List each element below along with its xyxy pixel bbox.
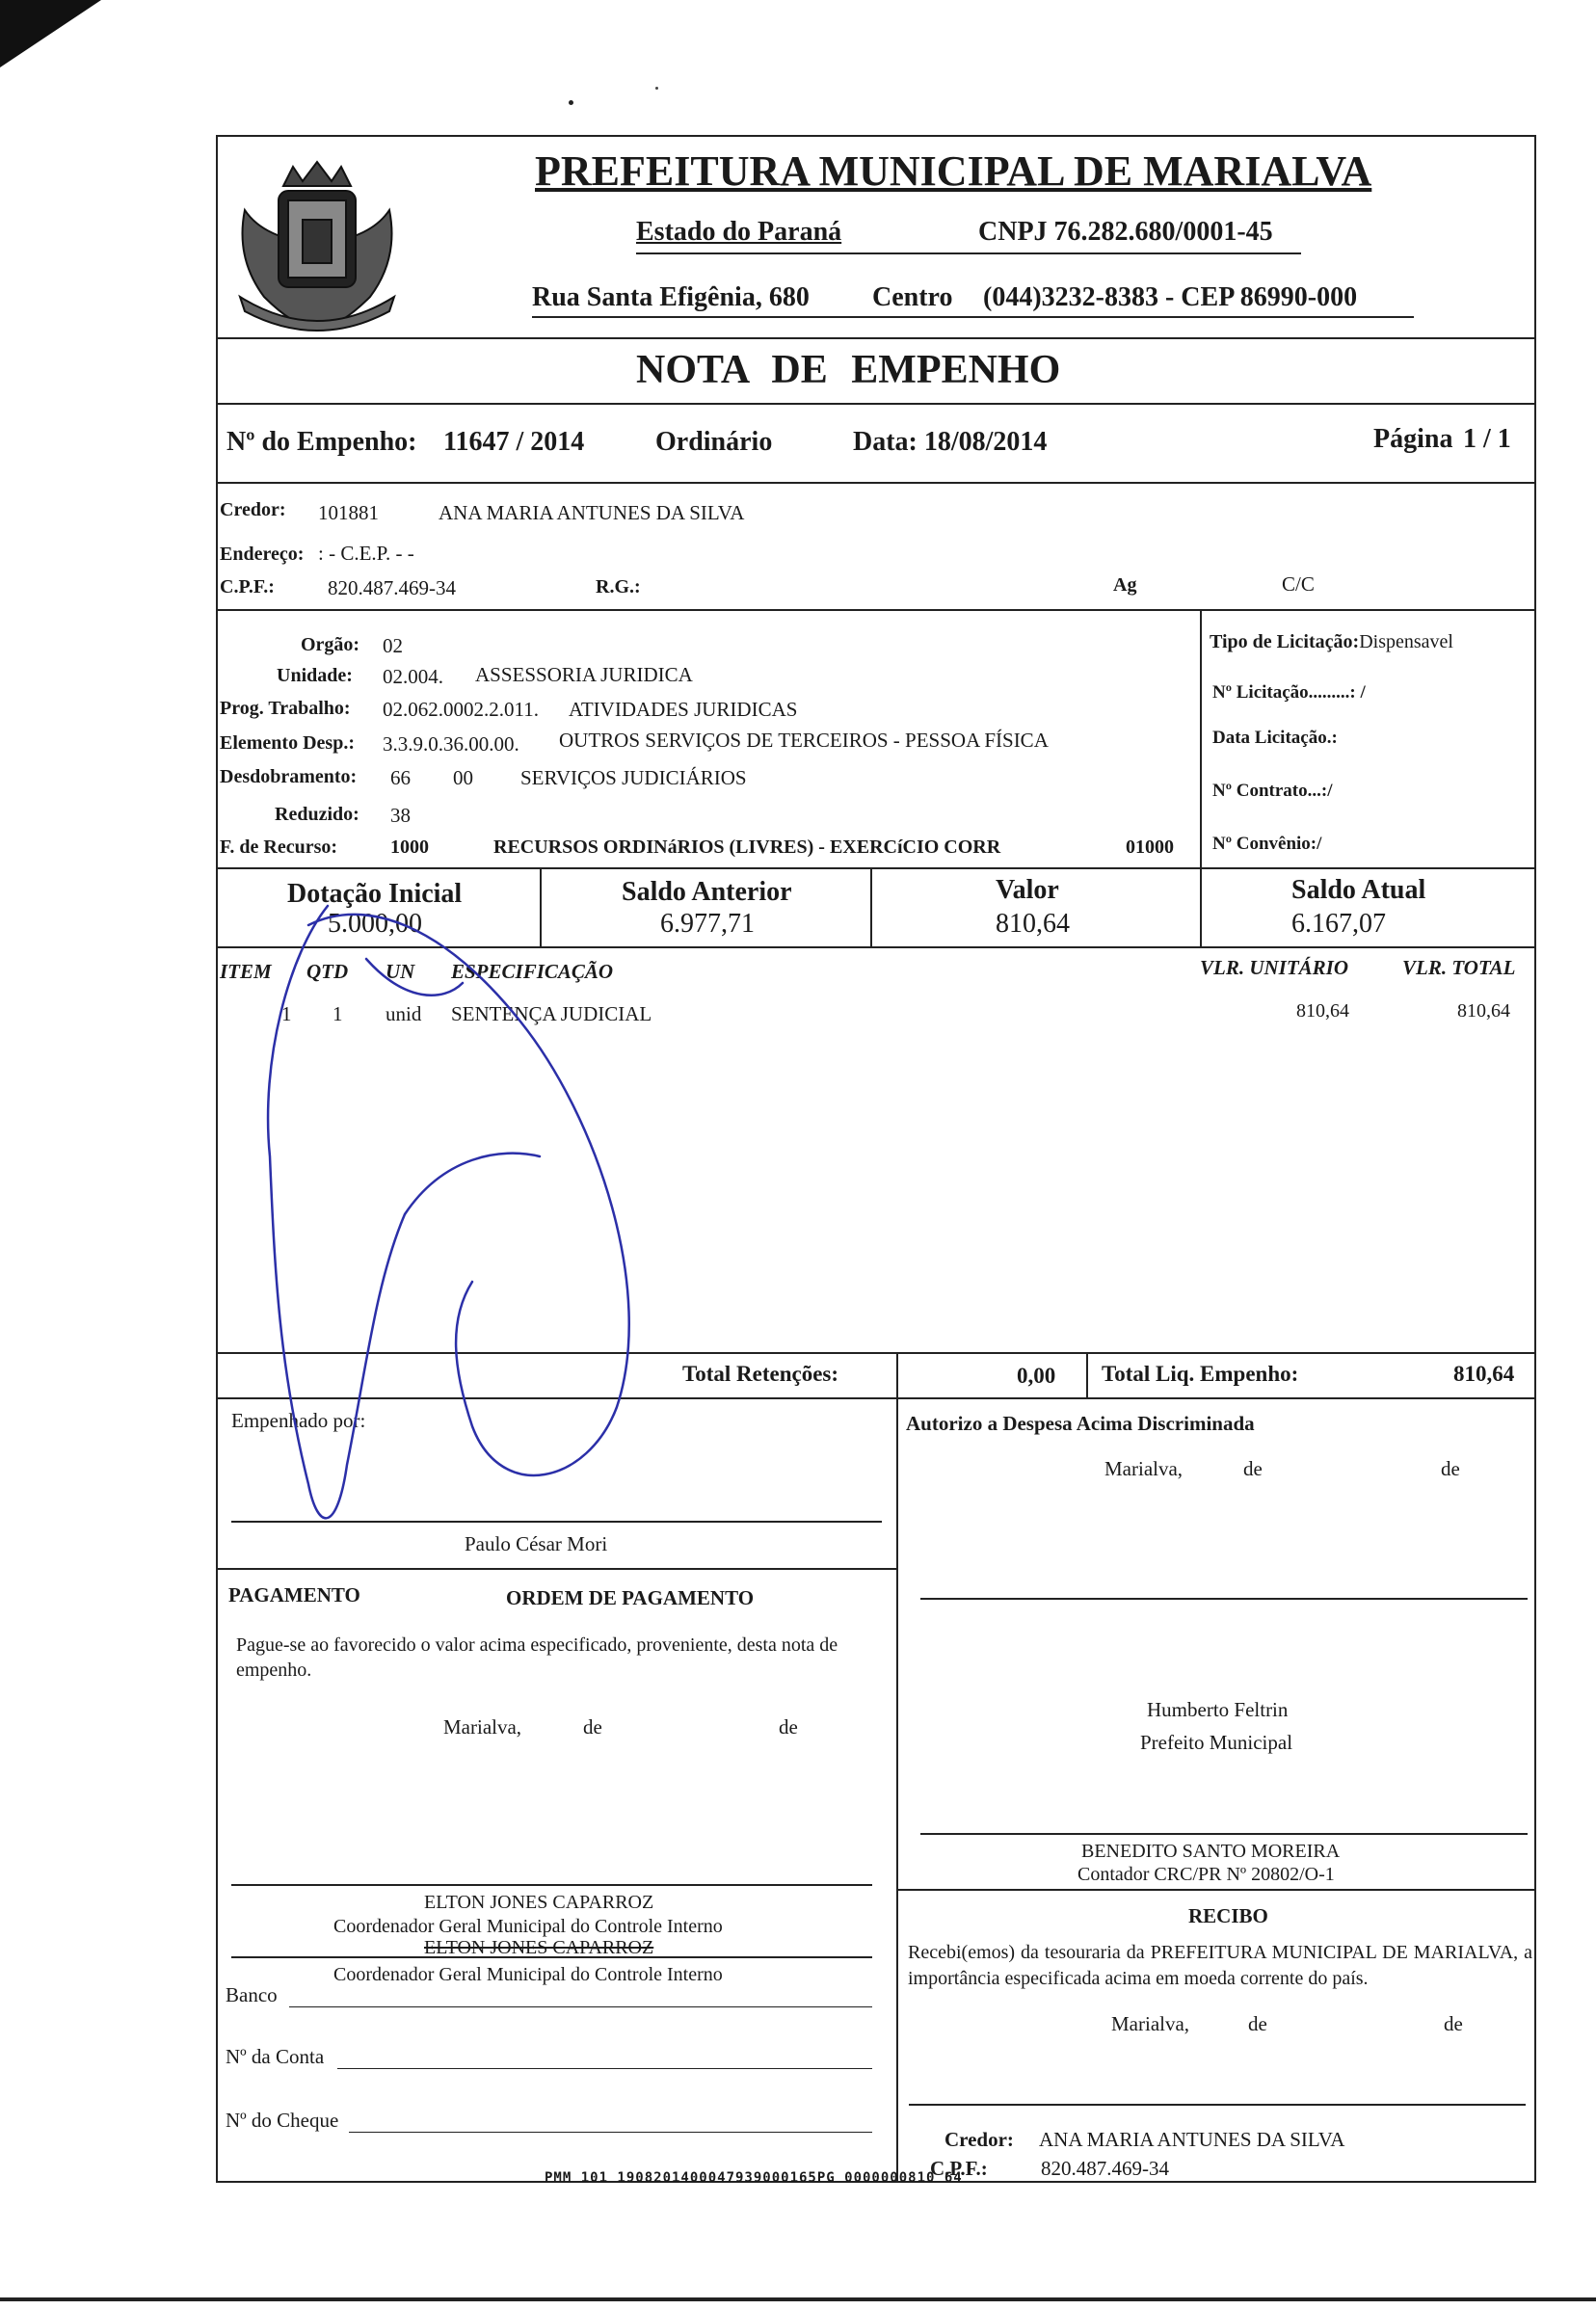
desd-label: Desdobramento: xyxy=(220,766,358,787)
recibo-city: Marialva, xyxy=(1111,2012,1190,2035)
ag-label: Ag xyxy=(1113,574,1137,596)
licitacao-type xyxy=(1210,631,1453,653)
valor-label: Valor xyxy=(996,875,1059,905)
credor-name: ANA MARIA ANTUNES DA SILVA xyxy=(439,501,745,524)
bottom-edge xyxy=(0,2297,1596,2301)
orgao-label: Orgão: xyxy=(301,634,360,655)
total-liq-value: 810,64 xyxy=(1453,1362,1515,1386)
licitacao-type-label: Tipo de Licitação: xyxy=(1210,631,1360,652)
controle-title: Coordenador Geral Municipal do Controle Interno xyxy=(333,1916,723,1937)
recibo-credor-name: ANA MARIA ANTUNES DA SILVA xyxy=(1039,2128,1345,2151)
title-bottom-line xyxy=(216,403,1536,405)
scan-speck xyxy=(569,100,573,105)
pagamento-label: PAGAMENTO xyxy=(228,1583,360,1606)
budget-divider xyxy=(1200,609,1202,867)
scan-speck xyxy=(655,87,658,90)
endereco-value: : - C.E.P. - - xyxy=(318,542,414,565)
col-vlr-total: VLR. TOTAL xyxy=(1402,956,1516,979)
banco-line xyxy=(289,2006,872,2007)
empenhado-name: Paulo César Mori xyxy=(465,1532,608,1555)
recibo-sign-line xyxy=(909,2104,1526,2106)
totals-div-2 xyxy=(1086,1352,1088,1397)
ordem-label: ORDEM DE PAGAMENTO xyxy=(506,1586,755,1609)
prefeito-name: Humberto Feltrin xyxy=(1147,1698,1289,1721)
phone-cep: (044)3232-8383 - CEP 86990-000 xyxy=(983,282,1358,312)
contador-name: BENEDITO SANTO MOREIRA xyxy=(1081,1841,1341,1862)
unidade-label: Unidade: xyxy=(277,665,353,686)
empenho-type: Ordinário xyxy=(655,427,773,457)
licitacao-number: Nº Licitação.........: / xyxy=(1212,682,1366,703)
total-retencoes-value: 0,00 xyxy=(1017,1364,1056,1388)
col-qtd: QTD xyxy=(306,960,349,983)
balance-div-3 xyxy=(1200,867,1202,946)
convenio-number: Nº Convênio:/ xyxy=(1212,834,1322,854)
saldo-atual-label: Saldo Atual xyxy=(1291,875,1426,905)
licitacao-date: Data Licitação.: xyxy=(1212,728,1338,748)
total-liq-label: Total Liq. Empenho: xyxy=(1102,1362,1299,1386)
prog-label: Prog. Trabalho: xyxy=(220,698,351,719)
row-vlr-unitario: 810,64 xyxy=(1296,1000,1349,1022)
prefecture-title: PREFEITURA MUNICIPAL DE MARIALVA xyxy=(535,147,1372,195)
recibo-title: RECIBO xyxy=(1188,1904,1268,1927)
scan-corner-mark xyxy=(0,0,106,77)
empenhado-label: Empenhado por: xyxy=(231,1409,366,1432)
empenho-number-label: Nº do Empenho: xyxy=(226,427,417,457)
recibo-text: Recebi(emos) da tesouraria da PREFEITURA MUNICIPAL DE MARIALVA, a importância especificada acima em moeda corrente do país. xyxy=(908,1942,1532,1989)
unidade-name: ASSESSORIA JURIDICA xyxy=(475,663,693,686)
recurso-name: RECURSOS ORDINáRIOS (LIVRES) - EXERCíCIO CORR xyxy=(493,836,1001,858)
cnpj: CNPJ 76.282.680/0001-45 xyxy=(978,217,1273,247)
row-qtd: 1 xyxy=(332,1002,343,1025)
handwritten-signature xyxy=(251,867,694,1542)
creditor-bottom-line xyxy=(216,609,1536,611)
controle-sign-line xyxy=(231,1884,872,1886)
valor-value: 810,64 xyxy=(996,909,1070,939)
saldo-anterior-label: Saldo Anterior xyxy=(622,877,792,907)
district: Centro xyxy=(872,282,953,312)
conta-line xyxy=(337,2068,872,2069)
controle-line-2 xyxy=(231,1956,872,1958)
recibo-top-line xyxy=(896,1889,1536,1891)
balance-div-2 xyxy=(870,867,872,946)
cheque-label: Nº do Cheque xyxy=(226,2109,339,2132)
pague-text: Pague-se ao favorecido o valor acima especificado, proveniente, desta nota de empenho. xyxy=(236,1634,838,1681)
row-vlr-total: 810,64 xyxy=(1457,1000,1510,1022)
auth-sign-line xyxy=(920,1598,1528,1600)
desd-a: 66 xyxy=(390,766,411,789)
rg-label: R.G.: xyxy=(596,576,641,597)
prefeito-title: Prefeito Municipal xyxy=(1140,1731,1293,1754)
desd-name: SERVIÇOS JUDICIÁRIOS xyxy=(520,766,747,789)
pag-city: Marialva, xyxy=(443,1715,522,1739)
auth-de-1: de xyxy=(1243,1457,1263,1480)
orgao-value: 02 xyxy=(383,634,403,657)
col-item: ITEM xyxy=(220,960,272,983)
auth-de-2: de xyxy=(1441,1457,1460,1480)
contract-number: Nº Contrato...:/ xyxy=(1212,781,1333,801)
controle-name-2: ELTON JONES CAPARROZ xyxy=(424,1937,654,1958)
controle-title-2: Coordenador Geral Municipal do Controle Interno xyxy=(333,1964,723,1985)
col-especificacao: ESPECIFICAÇÃO xyxy=(451,960,614,983)
banco-label: Banco xyxy=(226,1983,278,2006)
prog-name: ATIVIDADES JURIDICAS xyxy=(569,698,798,721)
page-value: 1 / 1 xyxy=(1463,424,1511,454)
cheque-line xyxy=(349,2132,872,2133)
pag-de-2: de xyxy=(779,1715,798,1739)
pagamento-top-line xyxy=(216,1568,896,1570)
empenho-bottom-line xyxy=(216,482,1536,484)
empenho-date: Data: 18/08/2014 xyxy=(853,427,1048,457)
document-title: NOTA DE EMPENHO xyxy=(636,348,1061,392)
controle-name: ELTON JONES CAPARROZ xyxy=(424,1892,654,1913)
saldo-anterior-value: 6.977,71 xyxy=(660,909,755,939)
conta-label: Nº da Conta xyxy=(226,2045,325,2068)
recurso-code: 1000 xyxy=(390,836,429,858)
credor-label: Credor: xyxy=(220,499,286,520)
reduzido-value: 38 xyxy=(390,804,411,827)
pag-de-1: de xyxy=(583,1715,602,1739)
col-vlr-unitario: VLR. UNITÁRIO xyxy=(1200,956,1349,979)
address: Rua Santa Efigênia, 680 xyxy=(532,282,810,312)
licitacao-type-value: Dispensavel xyxy=(1359,631,1453,652)
total-retencoes-label: Total Retenções: xyxy=(682,1362,839,1386)
autorizo-text: Autorizo a Despesa Acima Discriminada xyxy=(906,1412,1255,1435)
recurso-label: F. de Recurso: xyxy=(220,836,338,858)
endereco-label: Endereço: xyxy=(220,544,305,565)
auth-city: Marialva, xyxy=(1104,1457,1184,1480)
recibo-de-2: de xyxy=(1444,2012,1463,2035)
coat-of-arms-logo xyxy=(226,152,409,345)
contador-sign-line xyxy=(920,1833,1528,1835)
state-underline xyxy=(636,252,1301,254)
dotacao-label: Dotação Inicial xyxy=(287,879,463,909)
recibo-cpf-label: C.P.F.: xyxy=(930,2157,988,2180)
lower-divider xyxy=(896,1397,898,2183)
recibo-cpf: 820.487.469-34 xyxy=(1041,2157,1169,2180)
col-un: UN xyxy=(386,960,415,983)
empenho-number: 11647 / 2014 xyxy=(443,427,585,457)
recurso-extra: 01000 xyxy=(1126,836,1174,858)
cc-label: C/C xyxy=(1282,572,1315,596)
unidade-code: 02.004. xyxy=(383,665,443,688)
reduzido-label: Reduzido: xyxy=(275,804,359,825)
cpf-label: C.P.F.: xyxy=(220,576,275,597)
cpf-value: 820.487.469-34 xyxy=(328,576,456,599)
desd-b: 00 xyxy=(453,766,473,789)
credor-code: 101881 xyxy=(318,501,379,524)
row-especificacao: SENTENÇA JUDICIAL xyxy=(451,1002,652,1025)
contador-title: Contador CRC/PR Nº 20802/O-1 xyxy=(1077,1864,1335,1885)
recibo-credor-label: Credor: xyxy=(944,2128,1014,2151)
recibo-de-1: de xyxy=(1248,2012,1267,2035)
elem-label: Elemento Desp.: xyxy=(220,732,355,754)
dotacao-value: 5.000,00 xyxy=(328,909,422,939)
address-underline xyxy=(532,316,1414,318)
elem-code: 3.3.9.0.36.00.00. xyxy=(383,732,519,756)
elem-name: OUTROS SERVIÇOS DE TERCEIROS - PESSOA FÍSICA xyxy=(559,729,1049,752)
barcode-text: PMM 101 1908201400047939000165PG 0000000810 64 xyxy=(545,2170,963,2186)
page-label: Página xyxy=(1373,424,1453,454)
state-name: Estado do Paraná xyxy=(636,217,842,247)
saldo-atual-value: 6.167,07 xyxy=(1291,909,1386,939)
row-item: 1 xyxy=(281,1002,292,1025)
title-top-line xyxy=(216,337,1536,339)
prog-code: 02.062.0002.2.011. xyxy=(383,698,539,721)
row-un: unid xyxy=(386,1002,422,1025)
totals-div-1 xyxy=(896,1352,898,1397)
